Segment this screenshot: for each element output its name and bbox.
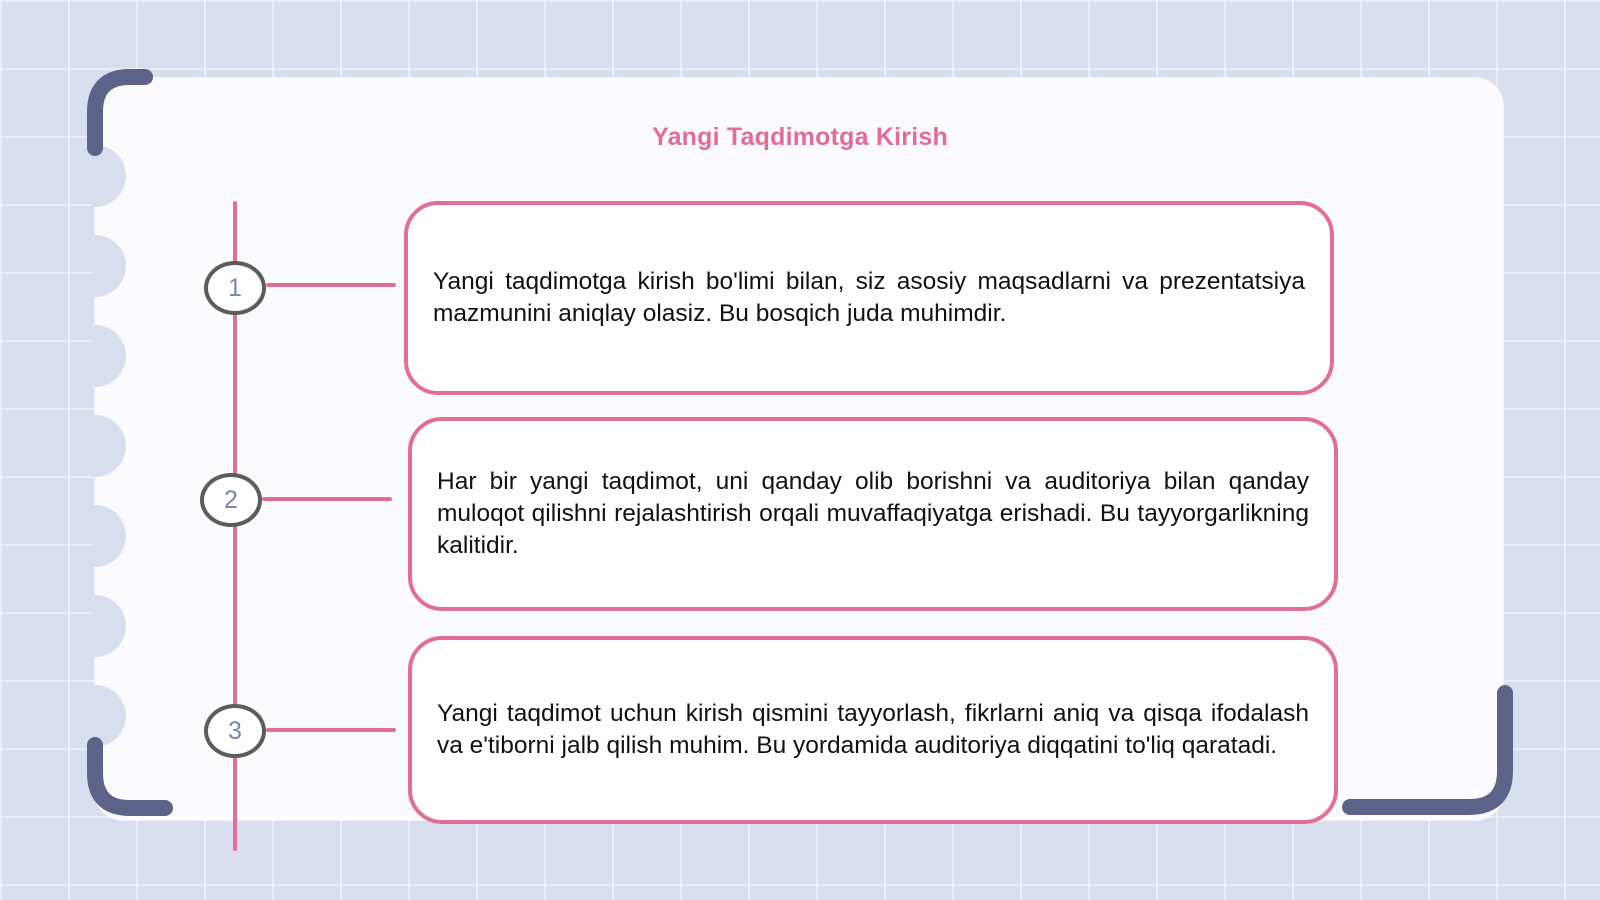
step-connector: [266, 728, 396, 732]
step-description: Yangi taqdimotga kirish bo'limi bilan, siz asosiy maqsadlarni va prezentatsiya mazmunini aniqlay olasiz. Bu bosqich juda muhimdir.: [433, 267, 1305, 327]
step-marker: 1: [204, 261, 266, 315]
bottom-right-corner-bracket: [1330, 675, 1540, 835]
slide-title: Yangi Taqdimotga Kirish: [652, 123, 948, 151]
step-card: [404, 201, 1334, 395]
step-marker: 2: [200, 473, 262, 527]
step-description: Har bir yangi taqdimot, uni qanday olib borishni va auditoriya bilan qanday muloqot qilishni rejalashtirish orqali muvaffaqiyatga erishadi. Bu tayyorgarlikning kalitidir.: [437, 467, 1309, 560]
step-connector: [262, 497, 392, 501]
step-card: [408, 636, 1338, 824]
step-marker: 3: [204, 704, 266, 758]
step-connector: [266, 283, 396, 287]
step-description: Yangi taqdimot uchun kirish qismini tayyorlash, fikrlarni aniq va qisqa ifodalash va e'tiborni jalb qilish muhim. Bu yordamida auditoriya diqqatini to'liq qaratadi.: [437, 699, 1309, 759]
step-card: [408, 417, 1338, 611]
bottom-left-corner-bracket: [75, 728, 195, 833]
